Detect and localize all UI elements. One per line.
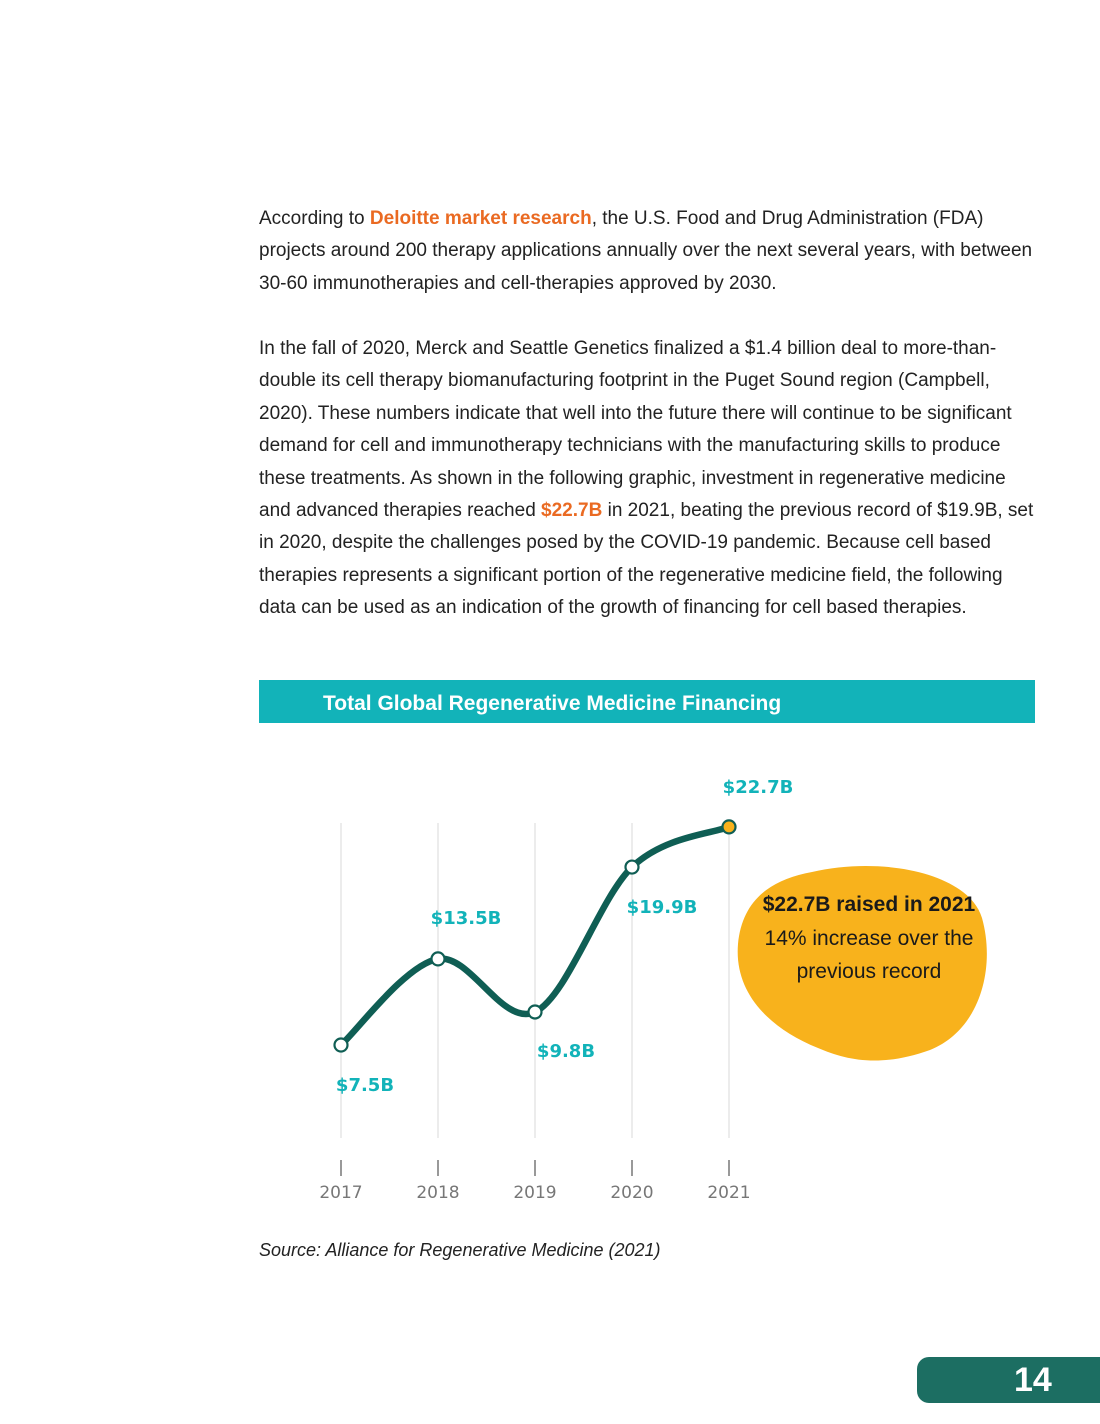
callout-text <box>760 888 978 989</box>
deloitte-research-link[interactable]: Deloitte market research <box>369 208 592 229</box>
callout-detail: 14% increase over the previous record <box>764 926 974 983</box>
callout-headline: $22.7B raised in 2021 <box>762 893 976 916</box>
chart-title: Total Global Regenerative Medicine Financing <box>323 692 782 715</box>
x-tick-label: 2019 <box>513 1183 557 1203</box>
source-citation: Source: Alliance for Regenerative Medicine (2021) <box>259 1240 661 1260</box>
para1-text-end: , the U.S. Food and Drug Administration (FDA) projects around 200 therapy applications annually over the next several years, with between 30-60 immunotherapies and cell-therapies approved by 2030. <box>259 208 1033 294</box>
x-axis-ticks <box>319 1160 750 1203</box>
para2-text-end: in 2021, beating the previous record of $19.9B, set in 2020, despite the challenges posed by the COVID-19 pandemic. Because cell based therapies represents a significant portion of the regenerative medicine field, the following data can be used as an indication of the growth of financing for cell based therapies. <box>259 500 1034 619</box>
data-point <box>335 1039 348 1052</box>
x-tick-label: 2018 <box>416 1183 460 1203</box>
page-number: 14 <box>1014 1361 1052 1399</box>
investment-highlight: $22.7B <box>541 500 603 522</box>
para1-text-start: According to <box>259 208 370 229</box>
x-tick-label: 2021 <box>707 1183 751 1203</box>
para2-text-start: In the fall of 2020, Merck and Seattle Genetics finalized a $1.4 billion deal to more-than-double its cell therapy biomanufacturing footprint in the Puget Sound region (Campbell, 2020). These numbers indicate that well into the future there will continue to be significant demand for cell and immunotherapy technicians with the manufacturing skills to produce these treatments. As shown in the following graphic, investment in regenerative medicine and advanced therapies reached <box>259 338 1012 522</box>
data-label: $9.8B <box>536 1040 596 1062</box>
data-point <box>626 861 639 874</box>
data-point <box>529 1005 542 1018</box>
data-label: $7.5B <box>335 1075 395 1096</box>
data-label: $13.5B <box>430 907 502 929</box>
page-number-tab <box>917 1357 1100 1403</box>
x-tick-label: 2020 <box>610 1183 654 1203</box>
x-tick-label: 2017 <box>319 1183 363 1203</box>
data-point <box>723 820 736 833</box>
data-label: $22.7B <box>722 776 794 798</box>
data-label: $19.9B <box>626 897 698 919</box>
data-point <box>432 952 445 965</box>
